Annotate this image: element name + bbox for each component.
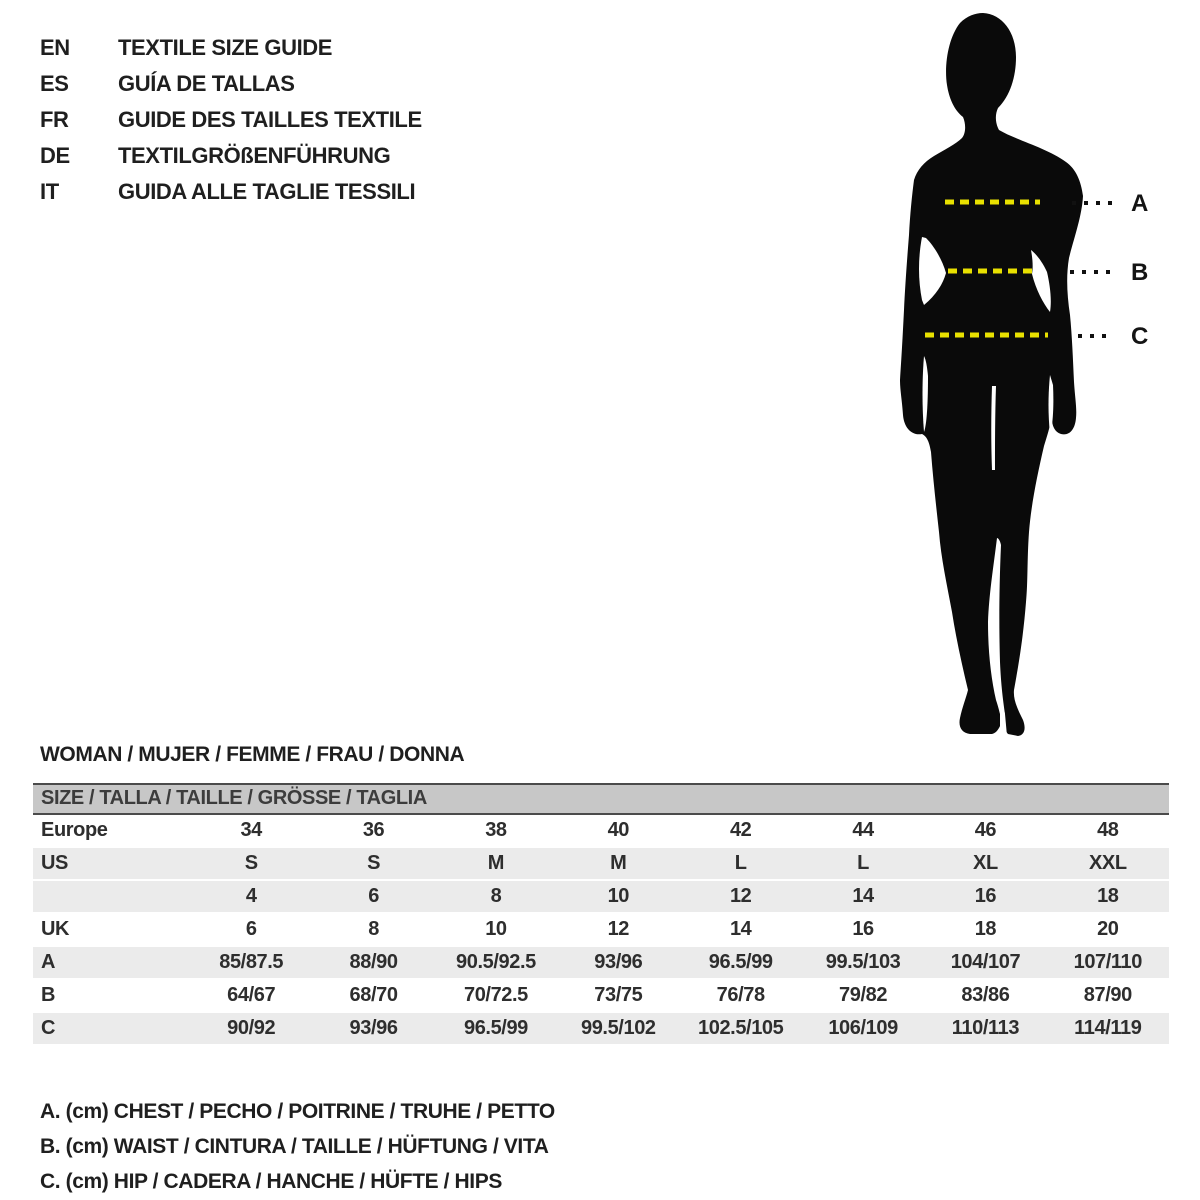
figure-svg [850, 0, 1200, 740]
table-row [33, 815, 1169, 848]
size-cell: 70/72.5 [463, 984, 528, 1006]
size-cell: 10 [607, 885, 630, 907]
size-cell: 44 [852, 819, 874, 841]
size-cell: 96.5/99 [708, 951, 773, 973]
marker-a-label: A [1131, 190, 1148, 217]
size-cell: 6 [245, 918, 257, 940]
size-cell: S [244, 852, 258, 874]
size-cell: M [610, 852, 627, 874]
size-cell: 8 [368, 918, 379, 940]
size-cell: L [857, 852, 869, 874]
language-code: IT [40, 179, 59, 204]
size-cell: 83/86 [961, 984, 1010, 1006]
size-cell: 14 [852, 885, 874, 907]
size-cell: 93/96 [349, 1017, 398, 1039]
size-cell: 8 [490, 885, 502, 907]
language-title: GUIDA ALLE TAGLIE TESSILI [118, 179, 416, 204]
language-code: EN [40, 35, 70, 60]
size-cell: M [487, 852, 505, 874]
size-cell: 12 [729, 885, 752, 907]
size-cell: 64/67 [227, 984, 276, 1006]
size-cell: 90.5/92.5 [456, 951, 536, 973]
legend-line: B. (cm) WAIST / CINTURA / TAILLE / HÜFTUNG / VITA [40, 1135, 549, 1158]
table-row [33, 1013, 1169, 1046]
marker-c-label: C [1131, 323, 1148, 350]
size-cell: 110/113 [951, 1017, 1020, 1039]
size-cell: 114/119 [1074, 1017, 1142, 1039]
language-title: GUIDE DES TAILLES TEXTILE [118, 107, 422, 132]
size-cell: 107/110 [1073, 951, 1143, 973]
size-cell: 99.5/102 [580, 1017, 656, 1039]
legend-line: A. (cm) CHEST / PECHO / POITRINE / TRUHE / PETTO [40, 1100, 555, 1123]
size-cell: 20 [1097, 918, 1119, 940]
size-cell: 16 [852, 918, 874, 940]
size-cell: 93/96 [594, 951, 643, 973]
size-cell: 18 [1097, 885, 1119, 907]
row-label: B [41, 984, 56, 1006]
language-row [40, 30, 422, 66]
size-cell: XXL [1088, 852, 1127, 874]
language-row [40, 138, 422, 174]
size-cell: 38 [485, 819, 507, 841]
size-cell: 68/70 [349, 984, 398, 1006]
row-label: UK [41, 918, 70, 940]
size-cell: 16 [974, 885, 997, 907]
language-title: GUÍA DE TALLAS [118, 71, 295, 96]
size-cell: S [367, 852, 381, 874]
size-cell: L [734, 852, 747, 874]
size-table-body [33, 815, 1169, 1046]
size-cell: 96.5/99 [463, 1017, 528, 1039]
language-title: TEXTILGRÖßENFÜHRUNG [118, 143, 391, 168]
size-cell: 40 [607, 819, 630, 841]
size-cell: 76/78 [716, 984, 765, 1006]
size-cell: 104/107 [950, 951, 1021, 973]
size-cell: 14 [729, 918, 752, 940]
row-label: A [41, 951, 56, 973]
table-row [33, 947, 1169, 980]
marker-b-label: B [1131, 259, 1148, 286]
language-title: TEXTILE SIZE GUIDE [118, 35, 333, 60]
size-figure [850, 0, 1200, 740]
language-code: FR [40, 107, 69, 132]
legend-line: C. (cm) HIP / CADERA / HANCHE / HÜFTE / HIPS [40, 1170, 502, 1193]
table-row [33, 914, 1169, 947]
size-cell: 73/75 [594, 984, 643, 1006]
size-cell: 90/92 [227, 1017, 276, 1039]
language-row [40, 174, 422, 210]
language-row [40, 102, 422, 138]
language-list [40, 30, 422, 210]
size-cell: 18 [974, 918, 997, 940]
row-label: Europe [41, 819, 108, 841]
size-cell: 88/90 [349, 951, 398, 973]
size-cell: 48 [1097, 819, 1119, 841]
language-row [40, 66, 422, 102]
size-table [33, 783, 1169, 1046]
language-code: DE [40, 143, 70, 168]
size-cell: 4 [245, 885, 257, 907]
language-code: ES [40, 71, 69, 96]
size-cell: 85/87.5 [219, 951, 284, 973]
size-cell: 79/82 [839, 984, 888, 1006]
size-cell: 99.5/103 [825, 951, 901, 973]
size-cell: 34 [240, 819, 262, 841]
row-label: C [41, 1017, 56, 1039]
size-cell: 87/90 [1083, 984, 1132, 1006]
size-cell: 36 [362, 819, 385, 841]
table-row [33, 848, 1169, 881]
measurement-legend [40, 1094, 555, 1199]
size-cell: 10 [485, 918, 507, 940]
size-cell: 102.5/105 [698, 1017, 784, 1039]
size-cell: 106/109 [828, 1017, 898, 1039]
size-cell: 6 [368, 885, 379, 907]
table-row [33, 881, 1169, 914]
size-cell: 46 [974, 819, 997, 841]
table-row [33, 980, 1169, 1013]
row-label: US [41, 852, 68, 874]
size-cell: 12 [607, 918, 630, 940]
size-cell: 42 [729, 819, 752, 841]
gender-heading: WOMAN / MUJER / FEMME / FRAU / DONNA [40, 743, 465, 766]
size-cell: XL [973, 852, 998, 874]
table-header: SIZE / TALLA / TAILLE / GRÖSSE / TAGLIA [33, 783, 1169, 815]
row-label [33, 881, 190, 912]
